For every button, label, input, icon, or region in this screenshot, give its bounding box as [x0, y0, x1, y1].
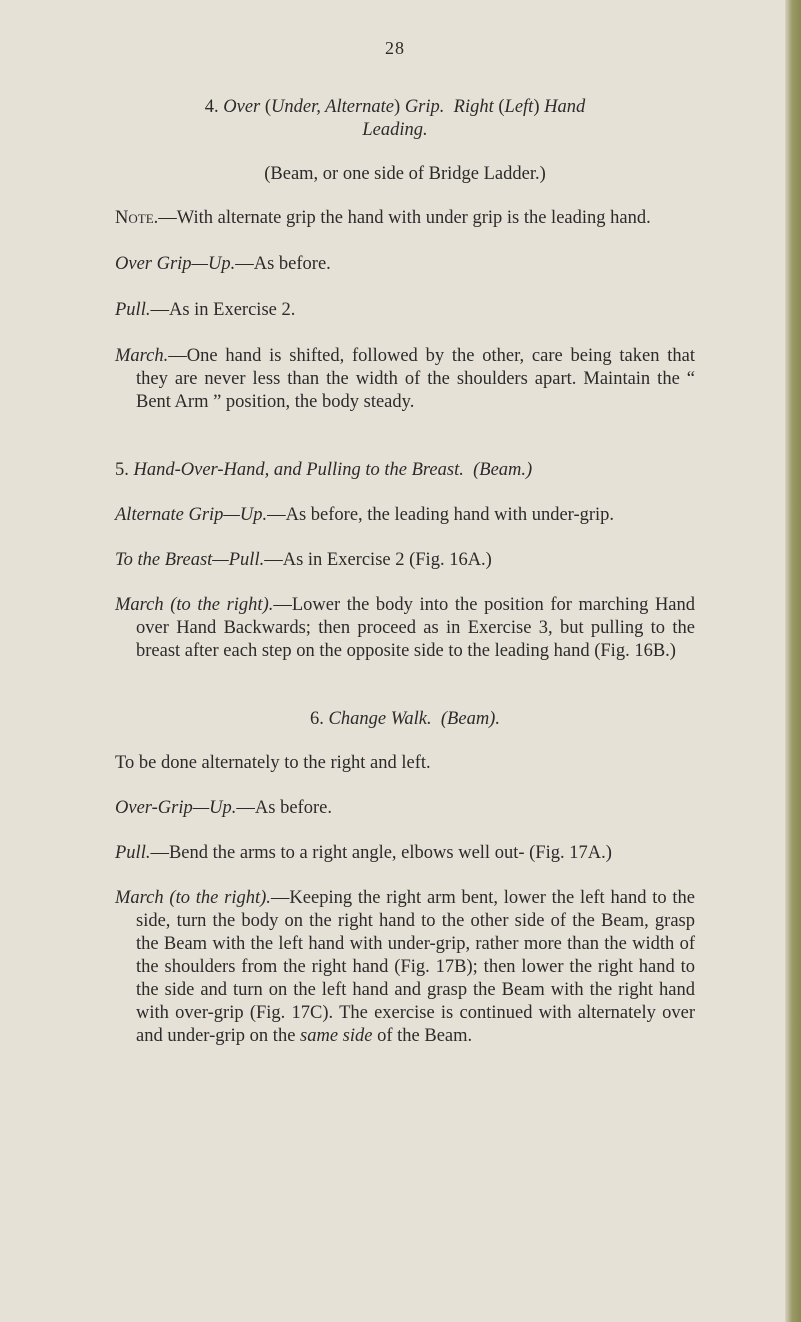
exercise-4-march-text: —One hand is shifted, followed by the other, care being taken that they are never less than the width of the shoulders apart. Maintain the “ Bent Arm ” position, the body steady. — [136, 346, 695, 412]
exercise-6-up-text: —As before. — [236, 798, 332, 818]
exercise-5-up-text: —As before, the leading hand with under-grip. — [267, 505, 615, 525]
page-number: 28 — [385, 38, 405, 58]
exercise-6-up — [115, 797, 695, 820]
exercise-4-pull-text: —As in Exercise 2. — [150, 300, 296, 320]
exercise-4-title-paren2: Left — [504, 97, 534, 117]
exercise-5-pull-text: —As in Exercise 2 (Fig. 16A.) — [264, 550, 492, 570]
exercise-5-march-text: —Lower the body into the position for marching Hand over Hand Backwards; then proceed as in Exercise 3, but pulling to the breast after each step on the opposite side to the leading hand (Fig. 16B.) — [136, 595, 696, 661]
exercise-6-heading — [115, 708, 695, 731]
exercise-6-number: 6. — [310, 709, 324, 729]
exercise-5-number: 5. — [115, 460, 129, 480]
exercise-6-march-text-1: —Keeping the right arm bent, lower the left hand to the side, turn the body on the right hand to the other side of the Beam, grasp the Beam with the left hand with under-grip, rather more than the width of the shoulders from the right hand (Fig. 17B); then lower the right hand to the side and turn on the left hand and grasp the Beam with the right hand with over-grip (Fig. 17C). The exercise is continued with alternately over and under-grip on the — [136, 888, 695, 1046]
exercise-5-march-paren: (to the right). — [170, 595, 274, 615]
exercise-6-march-paren: (to the right). — [169, 888, 271, 908]
exercise-6-apparatus: (Beam). — [440, 709, 500, 729]
exercise-6-pull-label: Pull. — [115, 843, 151, 863]
exercise-4-title-hand: Hand — [544, 97, 586, 117]
exercise-6-march-label: March — [115, 888, 164, 908]
exercise-6-march-text-2: of the Beam. — [377, 1026, 473, 1046]
exercise-5-march — [115, 594, 695, 663]
note-text: —With alternate grip the hand with under grip is the leading hand. — [158, 208, 651, 228]
page-body — [115, 96, 695, 1048]
exercise-4-title-right: Right — [453, 97, 494, 117]
exercise-6-march — [115, 887, 695, 1048]
exercise-6-up-label: Over-Grip—Up. — [115, 798, 237, 818]
exercise-4-up-label: Over Grip—Up. — [115, 254, 236, 274]
exercise-4-heading: 4. Over (Under, Alternate) Grip. Right (Left) Hand Leading. — [204, 97, 586, 140]
exercise-4-pull-label: Pull. — [115, 300, 151, 320]
exercise-6-pull-text: —Bend the arms to a right angle, elbows well out- (Fig. 17A.) — [150, 843, 612, 863]
exercise-4-number: 4. — [204, 97, 219, 117]
page-edge-shadow — [785, 0, 801, 1322]
exercise-6-pull — [115, 842, 695, 865]
exercise-4-up — [115, 253, 695, 276]
note-label: Note. — [115, 208, 159, 228]
exercise-4-apparatus: (Beam, or one side of Bridge Ladder.) — [264, 164, 546, 184]
exercise-5-pull-label: To the Breast—Pull. — [115, 550, 265, 570]
exercise-6-intro: To be done alternately to the right and left. — [115, 753, 431, 773]
exercise-5-pull — [115, 549, 695, 572]
exercise-5-heading — [115, 459, 695, 482]
exercise-4-up-text: —As before. — [235, 254, 331, 274]
exercise-5-apparatus: (Beam.) — [473, 460, 533, 480]
exercise-5-title: Hand-Over-Hand, and Pulling to the Breast. — [133, 460, 464, 480]
exercise-5-march-label: March — [115, 595, 164, 615]
exercise-4-title-grip: Grip. — [404, 97, 445, 117]
exercise-4-title-leading: Leading. — [362, 120, 428, 140]
exercise-4-title-over: Over — [223, 97, 261, 117]
exercise-4-title-paren1: Under, Alternate — [271, 97, 395, 117]
exercise-5-up-label: Alternate Grip—Up. — [115, 505, 268, 525]
exercise-4-march-label: March. — [115, 346, 169, 366]
exercise-4-note — [94, 207, 695, 230]
exercise-6-title: Change Walk. — [328, 709, 432, 729]
exercise-4-pull — [115, 299, 695, 322]
exercise-4-march — [115, 345, 695, 414]
exercise-6-march-emphasis: same side — [300, 1026, 373, 1046]
exercise-5-up — [115, 504, 695, 527]
